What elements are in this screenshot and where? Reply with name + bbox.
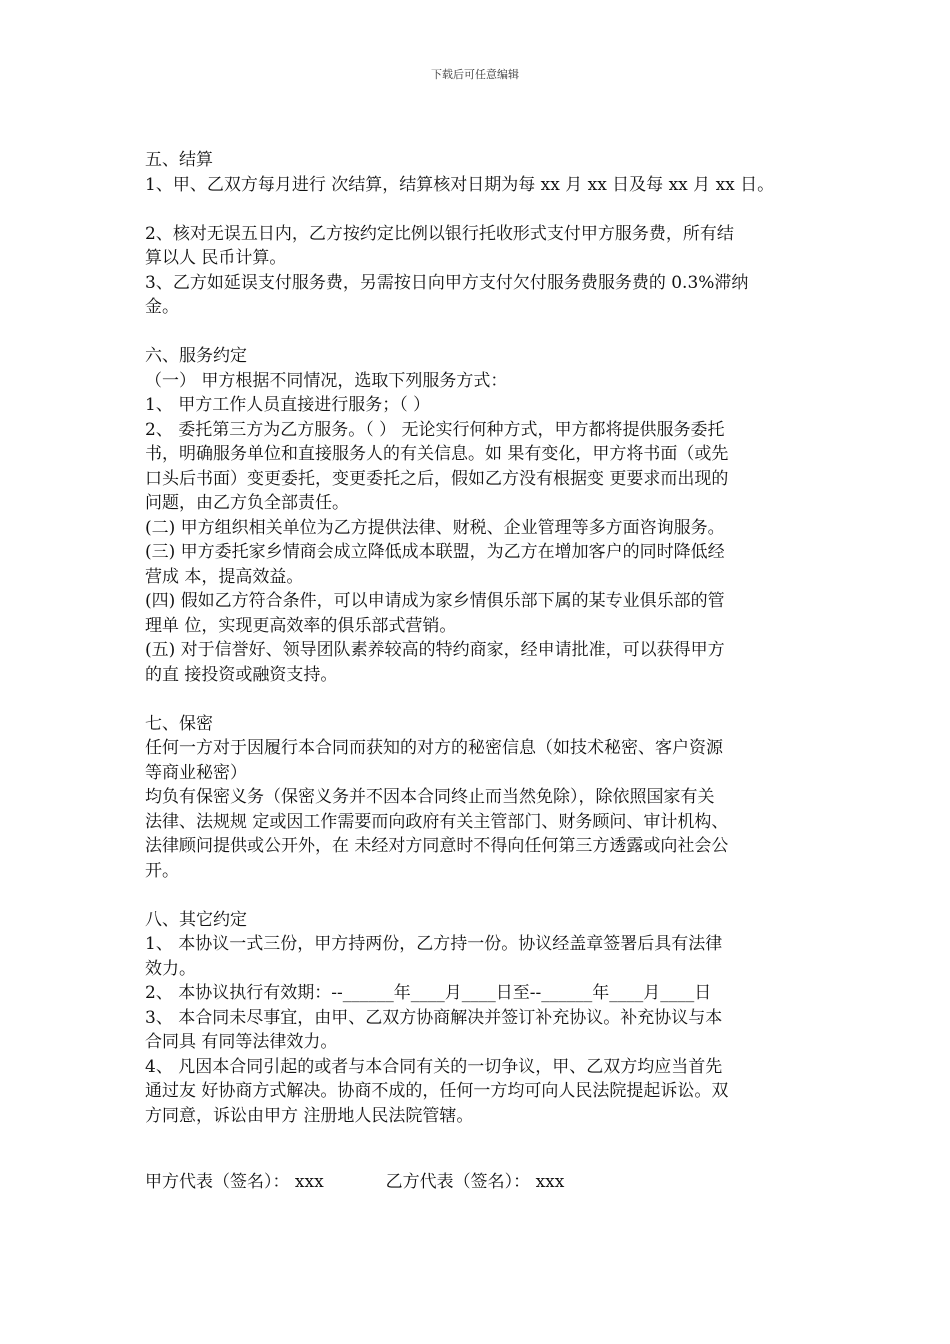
party-b-signature: 乙方代表（签名）： xxx (385, 1172, 565, 1192)
paragraph-line: 3、 本合同未尽事宜，由甲、乙双方协商解决并签订补充协议。补充协议与本 (145, 1007, 723, 1028)
paragraph-line: 均负有保密义务（保密义务并不因本合同终止而当然免除），除依照国家有关 (145, 787, 715, 807)
paragraph-line: 营成 本，提高效益。 (145, 566, 304, 587)
paragraph-line: 合同具 有同等法律效力。 (145, 1032, 338, 1052)
signature-block (145, 1170, 845, 1194)
paragraph-line: 2、 委托第三方为乙方服务。（ ） 无论实行何种方式，甲方都将提供服务委托 (145, 419, 725, 440)
paragraph-spacer (145, 197, 825, 222)
paragraph-line: 金。 (145, 297, 179, 317)
paragraph-line: 问题，由乙方负全部责任。 (145, 493, 349, 513)
paragraph-line: 通过友 好协商方式解决。协商不成的，任何一方均可向人民法院提起诉讼。双 (145, 1081, 729, 1101)
document-body (145, 148, 825, 1128)
paragraph-line: 任何一方对于因履行本合同而获知的对方的秘密信息（如技术秘密、客户资源 (145, 738, 723, 758)
paragraph-line: 1、 本协议一式三份，甲方持两份，乙方持一份。协议经盖章签署后具有法律 (145, 934, 723, 954)
party-a-signature: 甲方代表（签名）： xxx (145, 1172, 324, 1192)
paragraph-line: 等商业秘密） (145, 762, 247, 783)
paragraph-line: (二) 甲方组织相关单位为乙方提供法律、财税、企业管理等多方面咨询服务。 (145, 517, 725, 538)
section-spacer (145, 883, 825, 908)
paragraph-line: 开。 (145, 860, 179, 881)
section-title: 五、结算 (145, 150, 213, 170)
paragraph-line: 法律、法规规 定或因工作需要而向政府有关主管部门、财务顾问、审计机构、 (145, 811, 729, 832)
paragraph-line: 1、 甲方工作人员直接进行服务；（ ） (145, 395, 431, 415)
paragraph-line: 1、甲、乙双方每月进行 次结算，结算核对日期为每 xx 月 xx 日及每 xx 月 xx 日。 (145, 174, 775, 195)
paragraph-line: 3、乙方如延误支付服务费，另需按日向甲方支付欠付服务费服务费的 0.3%滞纳 (145, 272, 749, 293)
section-spacer (145, 320, 825, 345)
section-title: 七、保密 (145, 713, 213, 734)
paragraph-line: 的直 接投资或融资支持。 (145, 664, 338, 685)
section-title: 八、其它约定 (145, 909, 247, 930)
paragraph-line: 口头后书面）变更委托，变更委托之后，假如乙方没有根据变 更要求而出现的 (145, 468, 729, 489)
paragraph-line: 理单 位，实现更高效率的俱乐部式营销。 (145, 615, 457, 636)
paragraph-line: 4、 凡因本合同引起的或者与本合同有关的一切争议，甲、乙双方均应当首先 (145, 1056, 723, 1077)
paragraph-line: 书，明确服务单位和直接服务人的有关信息。如 果有变化，甲方将书面（或先 (145, 444, 729, 464)
paragraph-line: 方同意，诉讼由甲方 注册地人民法院管辖。 (145, 1105, 474, 1126)
section-title: 六、服务约定 (145, 346, 247, 366)
page-header: 下载后可任意编辑 (431, 68, 519, 81)
paragraph-line: (五) 对于信誉好、领导团队素养较高的特约商家，经申请批准，可以获得甲方 (145, 640, 725, 660)
paragraph-line: 2、 本协议执行有效期：--______年____月____日至--______年____月____日 (145, 983, 712, 1003)
paragraph-line: 效力。 (145, 958, 196, 979)
paragraph-line: （一） 甲方根据不同情况，选取下列服务方式： (145, 370, 508, 391)
section-spacer (145, 687, 825, 712)
paragraph-line: (三) 甲方委托家乡情商会成立降低成本联盟，为乙方在增加客户的同时降低经 (145, 542, 725, 562)
paragraph-line: (四) 假如乙方符合条件，可以申请成为家乡情俱乐部下属的某专业俱乐部的管 (145, 591, 725, 611)
paragraph-line: 2、核对无误五日内，乙方按约定比例以银行托收形式支付甲方服务费，所有结 (145, 223, 734, 244)
paragraph-line: 算以人 民币计算。 (145, 248, 287, 268)
paragraph-line: 法律顾问提供或公开外，在 未经对方同意时不得向任何第三方透露或向社会公 (145, 836, 729, 856)
